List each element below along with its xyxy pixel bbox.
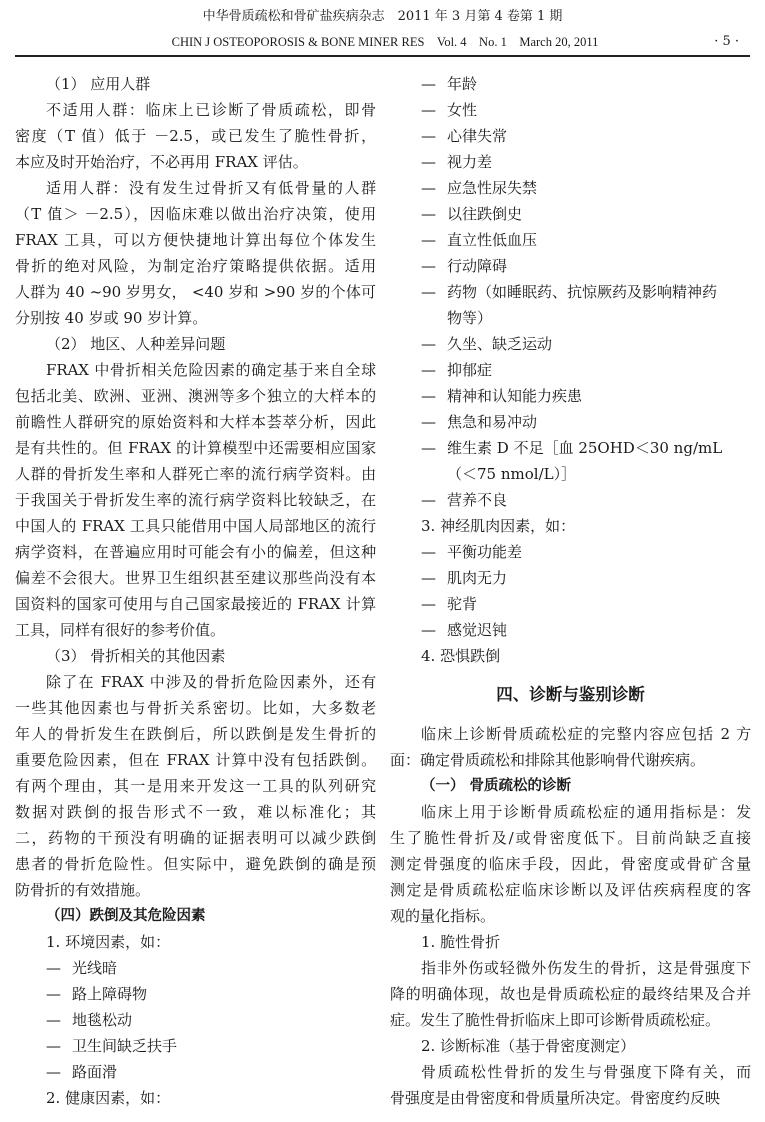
text-line: 重要危险因素，但在 FRAX 计算中没有包括跌倒。 [15,751,376,769]
list-item [390,123,751,149]
list-line [390,123,751,149]
dash-bullet: — [46,959,61,977]
list-line [15,1033,376,1059]
subheading-text: （3） 骨折相关的其他因素 [46,647,226,665]
list-item [390,149,751,175]
subheading [15,643,376,669]
list-text: 肌肉无力 [447,569,508,587]
subheading-text: 1. 环境因素，如： [46,933,171,951]
subheading [390,1033,751,1059]
text-line: 一些其他因素也与骨折关系密切。比如，大多数老 [15,699,376,717]
list-text: 地毯松动 [72,1011,133,1029]
list-text: 行动障碍 [447,257,508,275]
list-line [390,201,751,227]
text-line: FRAX 中骨折相关危险因素的确定基于来自全球 [46,361,376,379]
bold-heading: （一） 骨质疏松的诊断 [421,778,572,794]
dash-bullet: — [46,1011,61,1029]
list-text: 感觉迟钝 [447,621,508,639]
dash-bullet: — [421,491,436,509]
dash-bullet: — [421,205,436,223]
list-item [390,487,751,513]
list-line [390,279,751,305]
paragraph [15,669,376,903]
text-line: 降的明确体现，故也是骨质疏松症的最终结果及合并 [390,985,751,1003]
list-text: 平衡功能差 [447,543,523,561]
subheading [15,1085,376,1111]
text-line: 数据对跌倒的报告形式不一致，难以标准化；其 [15,803,376,821]
right-column [390,71,751,1111]
text-line: 病学资料，在普遍应用时可能会有小的偏差，但这种 [15,543,376,561]
text-line: （T 值＞ －2.5），因临床难以做出治疗决策，使用 [15,205,376,223]
text-line: 患者的骨折危险性。但实际中，避免跌倒的确是预 [15,855,376,873]
paragraph [390,799,751,929]
list-text: 焦急和易冲动 [447,413,538,431]
subheading [15,903,376,929]
text-line: 二，药物的干预没有明确的证据表明可以减少跌倒 [15,829,376,847]
dash-bullet: — [421,439,436,457]
journal-title-cn: 中华骨质疏松和骨矿盐疾病杂志 2011 年 3 月第 4 卷第 1 期 [202,9,563,24]
subheading-text: （2） 地区、人种差异问题 [46,335,226,353]
list-line [15,981,376,1007]
list-text: 维生素 D 不足［血 25OHD＜30 ng/mL [447,439,723,457]
list-text: 路上障碍物 [72,985,148,1003]
dash-bullet: — [421,595,436,613]
subheading-text: 2. 诊断标准（基于骨密度测定） [421,1037,636,1055]
text-line: 分别按 40 岁或 90 岁计算。 [15,309,208,327]
subheading [15,71,376,97]
text-line: 密度（T 值）低于 －2.5，或已发生了脆性骨折， [15,127,376,145]
dash-bullet: — [421,231,436,249]
list-text: 路面滑 [72,1063,118,1081]
paragraph [15,97,376,175]
subheading [390,773,751,799]
text-line: 骨质疏松性骨折的发生与骨强度下降有关，而 [421,1063,751,1081]
text-line: 国资料的国家可使用与自己国家最接近的 FRAX 计算 [15,595,376,613]
list-text: 视力差 [447,153,493,171]
text-line: 是有共性的。但 FRAX 的计算模型中还需要相应国家 [15,439,376,457]
text-line: FRAX 工具，可以方便快捷地计算出每位个体发生 [15,231,376,249]
bold-heading: （四）跌倒及其危险因素 [46,908,206,924]
list-text: 抑郁症 [447,361,493,379]
dash-bullet: — [421,283,436,301]
text-line: 工具，同样有很好的参考价值。 [15,621,226,639]
dash-bullet: — [421,569,436,587]
list-line [390,357,751,383]
list-item [390,97,751,123]
page-number: · 5 · [714,34,739,49]
list-item [390,539,751,565]
list-item [390,591,751,617]
list-line [390,591,751,617]
dash-bullet: — [421,75,436,93]
list-line [15,1007,376,1033]
list-line [390,565,751,591]
list-item [390,357,751,383]
header-rule [15,55,750,57]
dash-bullet: — [421,335,436,353]
subheading-text: （1） 应用人群 [46,75,151,93]
list-item [15,1059,376,1085]
subheading [390,929,751,955]
list-item [390,71,751,97]
list-text: 光线暗 [72,959,118,977]
list-line [390,149,751,175]
text-line: 防骨折的有效措施。 [15,881,151,899]
text-line: 前瞻性人群研究的原始资料和大样本荟萃分析，因此 [15,413,376,431]
list-text: 心律失常 [447,127,508,145]
list-line [15,1059,376,1085]
text-line: 症。发生了脆性骨折临床上即可诊断骨质疏松症。 [390,1011,721,1029]
list-text: 精神和认知能力疾患 [447,387,583,405]
subheading-text: 2. 健康因素，如： [46,1089,171,1107]
list-line [390,227,751,253]
list-text: 以往跌倒史 [447,205,523,223]
subheading-text: 1. 脆性骨折 [421,933,501,951]
list-item [15,1007,376,1033]
text-line: 年人的骨折发生在跌倒后，所以跌倒是发生骨折的 [15,725,376,743]
section-title: 四、诊断与鉴别诊断 [496,685,645,704]
dash-bullet: — [46,1063,61,1081]
paragraph [390,721,751,773]
text-line: 测定骨强度的临床手段，因此，骨密度或骨矿含量 [390,855,751,873]
list-item [390,331,751,357]
paragraph [390,955,751,1033]
list-text: 直立性低血压 [447,231,538,249]
list-text: 久坐、缺乏运动 [447,335,553,353]
text-line: 适用人群：没有发生过骨折又有低骨量的人群 [46,179,376,197]
text-line: 骨强度是由骨密度和骨质量所决定。骨密度约反映 [390,1089,721,1107]
list-item [390,201,751,227]
dash-bullet: — [421,413,436,431]
dash-bullet: — [46,985,61,1003]
text-line: 人群的骨折发生率和人群死亡率的流行病学资料。由 [15,465,376,483]
text-line: 测定是骨质疏松症临床诊断以及评估疾病程度的客 [390,881,751,899]
list-line [390,331,751,357]
journal-title-en: CHIN J OSTEOPOROSIS & BONE MINER RES Vol. 4 No. 1 March 20, 2011 [171,35,599,49]
text-line: 生了脆性骨折及/或骨密度低下。目前尚缺乏直接 [390,829,751,847]
list-line [390,409,751,435]
paragraph [15,175,376,331]
list-text: 药物（如睡眠药、抗惊厥药及影响精神药 [447,283,718,301]
list-item [15,1033,376,1059]
dash-bullet: — [421,127,436,145]
list-text: 年龄 [447,75,478,93]
list-item [390,279,751,331]
dash-bullet: — [421,153,436,171]
list-text: 驼背 [447,595,478,613]
text-line: 于我国关于骨折发生率的流行病学资料比较缺乏，在 [15,491,376,509]
list-text: 卫生间缺乏扶手 [72,1037,178,1055]
list-text-continued: 物等） [447,309,493,327]
dash-bullet: — [46,1037,61,1055]
text-line: 临床上用于诊断骨质疏松症的通用指标是：发 [421,803,751,821]
dash-bullet: — [421,257,436,275]
text-line: 除了在 FRAX 中涉及的骨折危险因素外，还有 [46,673,376,691]
list-line [390,175,751,201]
list-item [390,565,751,591]
dash-bullet: — [421,101,436,119]
text-line: 中国人的 FRAX 工具只能借用中国人局部地区的流行 [15,517,376,535]
text-line: 指非外伤或轻微外伤发生的骨折，这是骨强度下 [421,959,751,977]
left-column [15,71,376,1111]
list-line [390,617,751,643]
dash-bullet: — [421,361,436,379]
text-line: 骨折的绝对风险，为制定治疗策略提供依据。适用 [15,257,376,275]
subheading [15,331,376,357]
dash-bullet: — [421,543,436,561]
section-heading [390,669,751,721]
list-text-continued: （＜75 nmol/L）］ [447,465,577,483]
text-line: 有两个理由，其一是用来开发这一工具的队列研究 [15,777,376,795]
subheading [390,643,751,669]
list-line [390,539,751,565]
list-item [390,253,751,279]
list-line [390,487,751,513]
text-line: 本应及时开始治疗，不必再用 FRAX 评估。 [15,153,308,171]
list-line [390,71,751,97]
subheading [390,513,751,539]
subheading-text: 3. 神经肌肉因素，如： [421,517,576,535]
list-line [390,253,751,279]
list-item [15,981,376,1007]
list-item [15,955,376,981]
dash-bullet: — [421,179,436,197]
list-line [390,383,751,409]
list-line [15,955,376,981]
text-line: 临床上诊断骨质疏松症的完整内容应包括 2 方 [421,725,751,743]
paragraph [15,357,376,643]
text-line: 偏差不会很大。世界卫生组织甚至建议那些尚没有本 [15,569,376,587]
list-item [390,175,751,201]
text-line: 观的量化指标。 [390,907,496,925]
list-line [390,435,751,461]
list-text: 营养不良 [447,491,508,509]
subheading [15,929,376,955]
list-item [390,227,751,253]
text-line: 包括北美、欧洲、亚洲、澳洲等多个独立的大样本的 [15,387,376,405]
subheading-text: 4. 恐惧跌倒 [421,647,501,665]
list-text: 女性 [447,101,478,119]
text-line: 面：确定骨质疏松和排除其他影响骨代谢疾病。 [390,751,706,769]
list-item [390,383,751,409]
paragraph [390,1059,751,1111]
list-item [390,617,751,643]
list-text: 应急性尿失禁 [447,179,538,197]
list-item [390,409,751,435]
text-line: 人群为 40 ~90 岁男女， <40 岁和 >90 岁的个体可 [15,283,376,301]
text-line: 不适用人群：临床上已诊断了骨质疏松，即骨 [46,101,376,119]
dash-bullet: — [421,387,436,405]
dash-bullet: — [421,621,436,639]
list-item [390,435,751,487]
list-line [390,97,751,123]
